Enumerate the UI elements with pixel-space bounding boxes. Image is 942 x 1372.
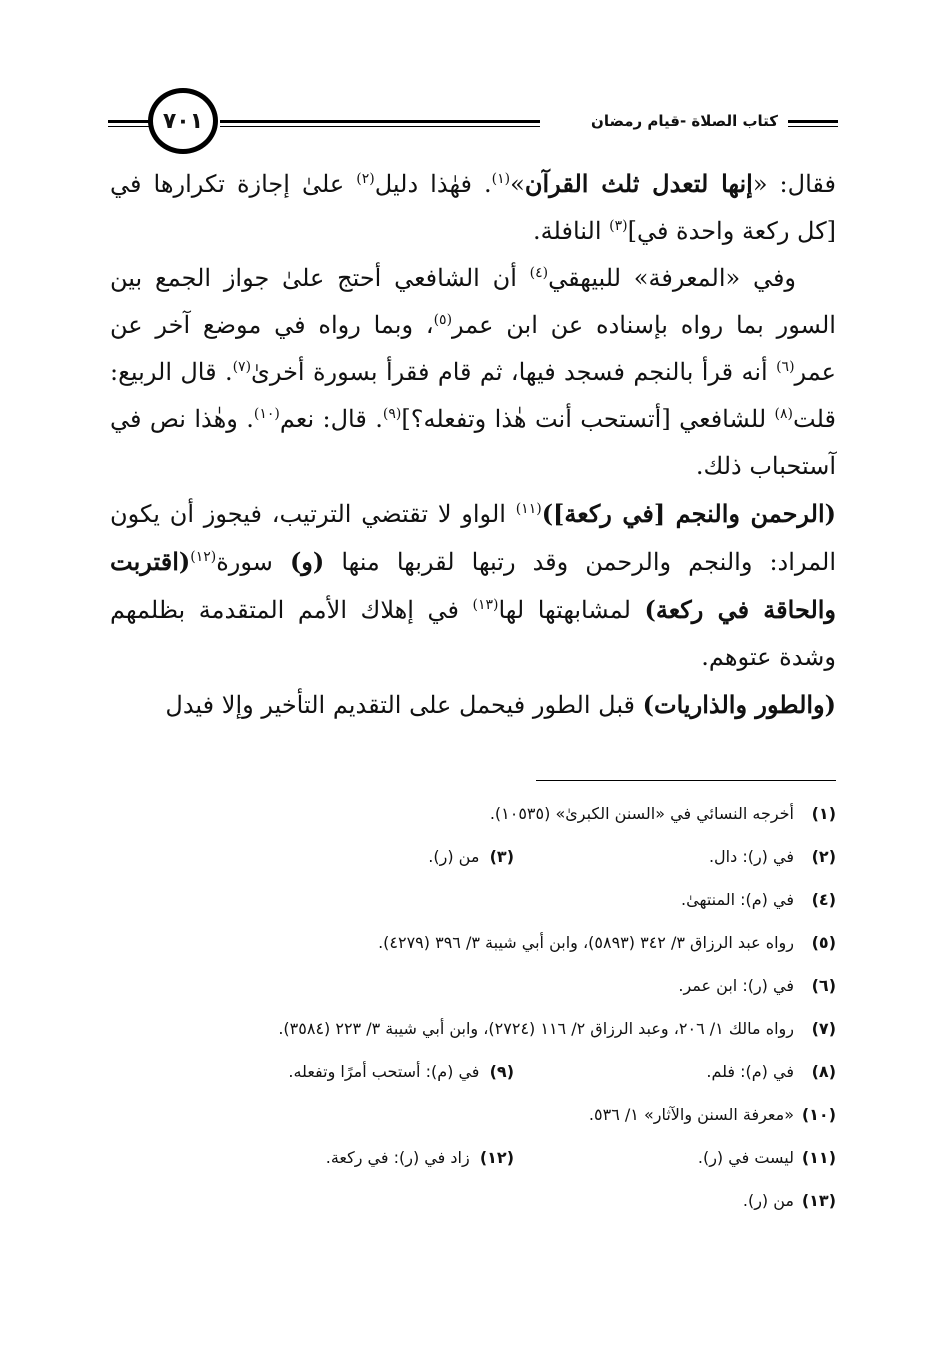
matn-quote: (الرحمن والنجم [في ركعة]) (541, 499, 837, 528)
footnote-ref[interactable]: (١٠) (253, 406, 280, 422)
text: وفي «المعرفة» للبيهقي (548, 264, 797, 292)
footnote-ref[interactable]: (٤) (529, 265, 549, 281)
footnote (110, 964, 836, 1007)
footnote (110, 1050, 836, 1093)
text: ، وبما رواه في موضع آخر عن عمر (110, 311, 836, 386)
footnote-text: في (ر): دال. (708, 847, 794, 866)
footnote-text: رواه عبد الرزاق ٣/ ٣٤٢ (٥٨٩٣)، وابن أبي شيبة ٣/ ٣٩٦ (٤٢٧٩). (378, 933, 794, 952)
footnote-text: في (ر): ابن عمر. (678, 976, 794, 995)
footnote-number: (٤) (811, 890, 836, 909)
header-rule (788, 120, 838, 123)
paragraph (110, 255, 836, 490)
text: النافلة. (533, 217, 610, 245)
footnote-text: من (ر). (428, 847, 480, 866)
matn-quote: (و) (289, 547, 325, 576)
footnote-number: (١٠) (801, 1105, 836, 1124)
footnote-ref[interactable]: (٥) (433, 312, 453, 328)
footnote-ref[interactable]: (٦) (776, 359, 795, 375)
footnote-text: في (م): المنتهىٰ. (681, 890, 794, 909)
paragraph (110, 681, 836, 729)
footnote-number: (١١) (801, 1148, 836, 1167)
footnote-text: ليست في (ر). (697, 1148, 794, 1167)
footnote-text: في (م): أستحب أمرًا وتفعله. (288, 1062, 480, 1081)
footnote-ref[interactable]: (٣) (609, 218, 628, 234)
footnote-number: (١٣) (801, 1191, 836, 1210)
page-number: ٧٠١ (148, 88, 218, 154)
footnote-ref[interactable]: (١٣) (472, 597, 499, 613)
footnote-number: (١٢) (479, 1148, 514, 1167)
footnote (110, 835, 836, 878)
footnote-ref[interactable]: (٢) (356, 171, 375, 187)
header-rule (788, 126, 838, 127)
footnote (110, 878, 836, 921)
text: . قال: نعم (279, 405, 383, 433)
footnote-text: «معرفة السنن والآثار» ١/ ٥٣٦. (588, 1105, 794, 1124)
footnote (110, 1007, 836, 1050)
text: أنه قرأ بالنجم فسجد فيها، ثم قام فقرأ بسورة أخرىٰ (251, 358, 777, 386)
footnote (110, 1136, 836, 1179)
footnote-text: من (ر). (742, 1191, 794, 1210)
matn-quote: (والطور والذاريات) (642, 690, 836, 719)
text: » (510, 170, 525, 198)
footnote-separator (536, 780, 836, 781)
text: . وهٰذا نص في آستحباب ذلك. (110, 405, 836, 480)
footnote-number: (٨) (811, 1062, 836, 1081)
page-header (108, 86, 838, 166)
footnote-ref[interactable]: (١٢) (190, 549, 217, 565)
text: قبل الطور فيحمل على التقديم التأخير وإلا فيدل (165, 691, 643, 719)
footnote-text: زاد في (ر): في ركعة. (325, 1148, 470, 1167)
footnote-text: في (م): فلم. (706, 1062, 794, 1081)
main-text (110, 160, 836, 729)
matn-quote: (اقتربت والحاقة في ركعة) (110, 547, 837, 624)
footnote-ref[interactable]: (٨) (774, 406, 794, 422)
footnote-text: أخرجه النسائي في «السنن الكبرىٰ» (١٠٥٣٥). (489, 804, 794, 823)
text: الواو لا تقتضي الترتيب، فيجوز أن يكون المراد: والنجم والرحمن وقد رتبها لقربها منها (110, 500, 836, 576)
header-rule (220, 120, 540, 123)
quote: إنها لتعدل ثلث القرآن (524, 169, 753, 198)
footnote-ref[interactable]: (٩) (382, 406, 402, 422)
text: للشافعي [أتستحب أنت هٰذا وتفعله؟] (401, 405, 775, 433)
footnote-number: (٢) (811, 847, 836, 866)
header-rule (108, 120, 150, 123)
header-rule (108, 126, 150, 127)
footnote (110, 1179, 836, 1222)
text: أن الشافعي أحتج علىٰ جواز الجمع بين السور بما رواه بإسناده عن ابن عمر (110, 264, 836, 339)
footnote-ref[interactable]: (٧) (232, 359, 252, 375)
footnote-number: (٧) (811, 1019, 836, 1038)
footnote (110, 792, 836, 835)
paragraph (110, 490, 836, 681)
footnote-number: (٣) (489, 847, 514, 866)
text: . فهٰذا دليل (374, 170, 492, 198)
paragraph (110, 160, 836, 255)
text: فقال: « (752, 170, 836, 198)
text: علىٰ إجازة تكرارها في [كل ركعة واحدة في] (110, 170, 836, 245)
footnote-number: (٩) (489, 1062, 514, 1081)
running-title: كتاب الصلاة -قيام رمضان (591, 112, 778, 130)
footnote-ref[interactable]: (١) (491, 171, 511, 187)
text: في إهلاك الأمم المتقدمة بظلمهم وشدة عتوهم. (110, 596, 836, 671)
header-rule (220, 126, 540, 127)
footnote (110, 921, 836, 964)
footnote-number: (٥) (811, 933, 836, 952)
text: لمشابهتها لها (498, 596, 645, 624)
text: . قال الربيع: قلت (110, 358, 836, 433)
footnote-number: (١) (811, 804, 836, 823)
footnote-text: رواه مالك ١/ ٢٠٦، وعبد الرزاق ٢/ ١١٦ (٢٧٢٤)، وابن أبي شيبة ٣/ ٢٢٣ (٣٥٨٤). (278, 1019, 794, 1038)
footnote-number: (٦) (811, 976, 836, 995)
footnote-ref[interactable]: (١١) (515, 501, 542, 517)
footnote (110, 1093, 836, 1136)
footnotes (110, 792, 836, 1222)
text: سورة (216, 548, 290, 576)
